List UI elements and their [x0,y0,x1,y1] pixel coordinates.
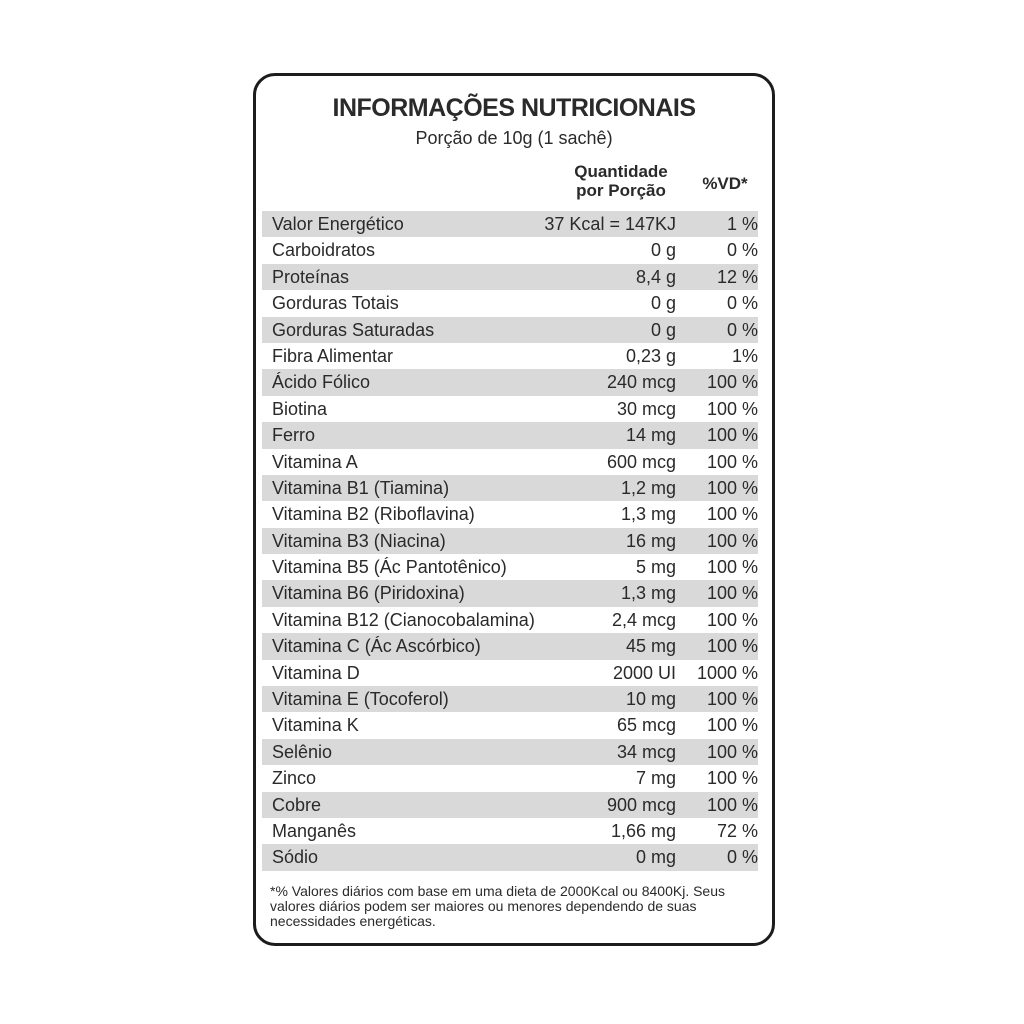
nutrient-name: Vitamina C (Ác Ascórbico) [272,636,481,657]
nutrient-daily-value: 100 % [706,451,758,472]
nutrient-quantity: 65 mcg [616,715,676,736]
column-header-quantity-line1: Quantidade [574,162,668,181]
nutrient-name: Manganês [272,820,357,841]
nutrient-name: Vitamina B1 (Tiamina) [272,477,450,498]
nutrient-daily-value: 100 % [706,583,758,604]
nutrition-facts-label [253,73,775,946]
nutrient-daily-value: 100 % [706,372,758,393]
nutrient-quantity: 600 mcg [606,451,676,472]
nutrient-name: Vitamina B6 (Piridoxina) [272,583,465,604]
nutrient-daily-value: 0 % [726,319,758,340]
nutrient-quantity: 1,3 mg [620,583,676,604]
nutrient-quantity: 2,4 mcg [611,609,676,630]
nutrient-quantity: 1,66 mg [610,820,676,841]
nutrient-name: Vitamina D [272,662,360,683]
nutrient-quantity: 0 g [650,319,676,340]
nutrient-daily-value: 1 % [726,214,758,234]
nutrient-quantity: 45 mg [625,636,676,657]
nutrient-daily-value: 72 % [716,820,758,841]
nutrient-daily-value: 100 % [706,715,758,736]
table-row [262,660,758,686]
table-row [262,369,758,395]
nutrient-name: Valor Energético [272,214,404,234]
table-row [262,449,758,475]
nutrient-name: Zinco [272,768,317,789]
nutrient-quantity: 8,4 g [635,266,676,287]
nutrient-name: Vitamina B2 (Riboflavina) [272,504,475,525]
nutrient-name: Vitamina B3 (Niacina) [272,530,446,551]
nutrient-daily-value: 1000 % [696,662,758,683]
nutrient-daily-value: 100 % [706,504,758,525]
table-row [262,712,758,738]
nutrient-quantity: 14 mg [625,425,676,446]
table-row [262,633,758,659]
nutrient-daily-value: 100 % [706,636,758,657]
table-row [262,580,758,606]
table-row [262,317,758,343]
table-row [262,237,758,263]
nutrient-quantity: 240 mcg [606,372,676,393]
nutrient-daily-value: 100 % [706,477,758,498]
table-row [262,211,758,237]
footnote: *% Valores diários com base em uma dieta de 2000Kcal ou 8400Kj. Seus valores diários podem ser maiores ou menores dependendo de suas necessidades energéticas. [270,883,726,929]
nutrient-daily-value: 100 % [706,530,758,551]
table-row [262,290,758,316]
table-row [262,686,758,712]
nutrient-name: Ferro [272,425,316,446]
nutrient-quantity: 34 mcg [616,741,676,762]
table-row [262,343,758,369]
table-row [262,818,758,844]
table-row [262,765,758,791]
nutrient-daily-value: 100 % [706,794,758,815]
nutrient-quantity: 2000 UI [612,662,676,683]
nutrient-name: Ácido Fólico [272,372,371,393]
nutrient-quantity: 16 mg [625,530,676,551]
table-row [262,844,758,870]
table-row [262,607,758,633]
nutrient-name: Sódio [272,847,319,868]
nutrient-quantity: 0,23 g [625,345,676,366]
column-header-quantity [556,162,686,200]
nutrient-name: Vitamina B5 (Ác Pantotênico) [272,557,507,578]
nutrient-name: Carboidratos [272,240,376,261]
serving-size: Porção de 10g (1 sachê) [415,128,613,148]
nutrient-daily-value: 100 % [706,398,758,419]
nutrient-quantity: 30 mcg [616,398,676,419]
nutrient-quantity: 7 mg [635,768,676,789]
nutrient-quantity: 0 mg [635,847,676,868]
nutrient-daily-value: 100 % [706,425,758,446]
nutrient-daily-value: 0 % [726,847,758,868]
nutrient-name: Vitamina E (Tocoferol) [272,689,449,710]
nutrient-name: Biotina [272,398,328,419]
nutrient-daily-value: 100 % [706,689,758,710]
table-row [262,396,758,422]
nutrient-name: Selênio [272,741,333,762]
nutrient-name: Cobre [272,794,322,815]
nutrient-name: Gorduras Saturadas [272,319,435,340]
table-row [262,739,758,765]
table-row [262,501,758,527]
nutrient-table [262,211,758,871]
nutrient-name: Vitamina B12 (Cianocobalamina) [272,609,535,630]
nutrient-name: Fibra Alimentar [272,345,394,366]
table-row [262,475,758,501]
nutrient-daily-value: 0 % [726,240,758,261]
nutrient-quantity: 5 mg [635,557,676,578]
nutrient-daily-value: 100 % [706,557,758,578]
nutrient-name: Vitamina K [272,715,359,736]
nutrient-daily-value: 100 % [706,741,758,762]
nutrient-quantity: 0 g [650,240,676,261]
nutrient-quantity: 1,3 mg [620,504,676,525]
nutrient-quantity: 900 mcg [606,794,676,815]
label-title: INFORMAÇÕES NUTRICIONAIS [332,94,696,122]
table-row [262,792,758,818]
nutrient-name: Vitamina A [272,451,358,472]
nutrient-daily-value: 0 % [726,293,758,314]
nutrient-name: Gorduras Totais [272,293,399,314]
nutrient-daily-value: 100 % [706,768,758,789]
nutrient-quantity: 37 Kcal = 147KJ [544,214,676,234]
nutrient-daily-value: 12 % [716,266,758,287]
table-row [262,554,758,580]
nutrient-daily-value: 100 % [706,609,758,630]
table-row [262,422,758,448]
nutrient-quantity: 1,2 mg [620,477,676,498]
column-header-quantity-line2: por Porção [576,181,666,200]
nutrient-daily-value: 1% [731,345,758,366]
nutrient-name: Proteínas [272,266,350,287]
column-header-daily-value: %VD* [702,174,748,193]
table-row [262,264,758,290]
table-row [262,528,758,554]
nutrient-quantity: 10 mg [625,689,676,710]
nutrient-quantity: 0 g [650,293,676,314]
